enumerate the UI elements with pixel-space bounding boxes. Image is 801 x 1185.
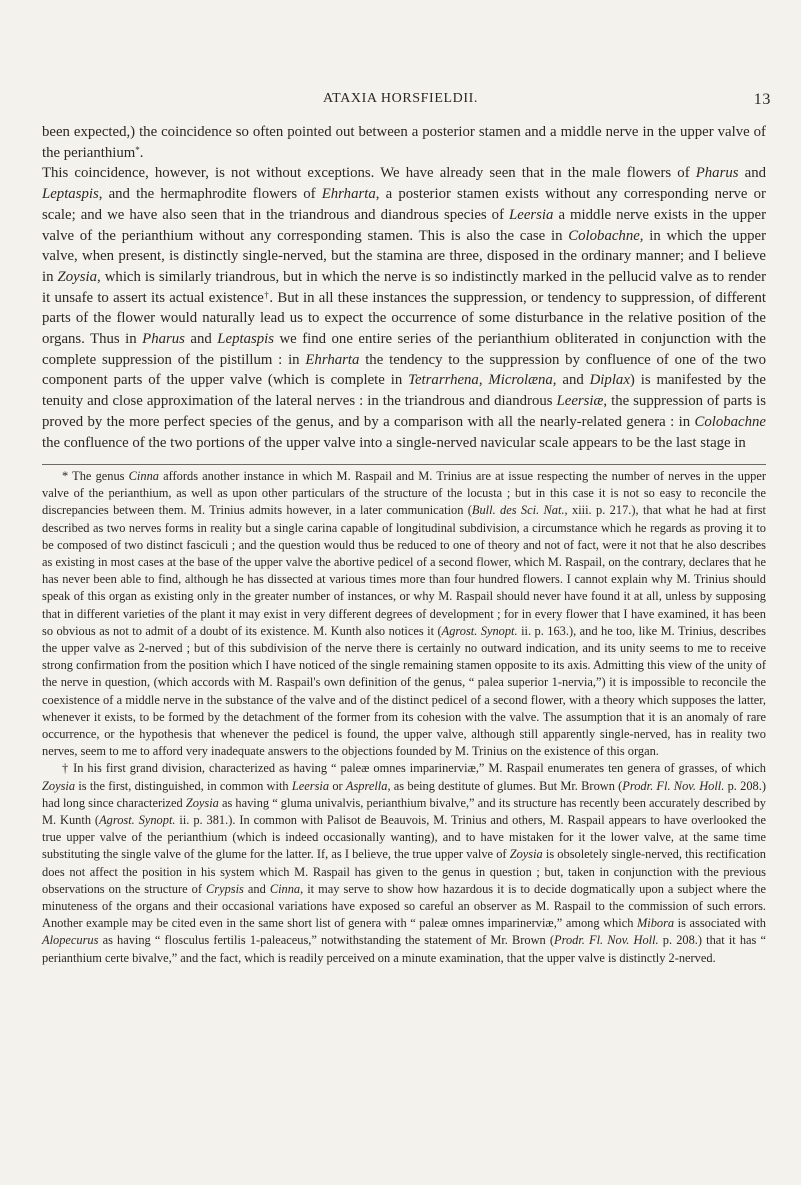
italic-text: Prodr. Fl. Nov. Holl. (554, 933, 659, 948)
text-run: affords another instance in which M. Raspail and M. Trinius are at issue respecting the number of nerves in the upper valve of the perianthium, as well as upon other particulars of the structure of the locusta ; but in this case it is not so easy to reconcile the discrepancies between them. M. Trinius admits however, in a later communication ( (42, 469, 766, 518)
italic-text: Tetrarrhena (408, 372, 479, 389)
text-run: as having “ gluma univalvis, perianthium bivalve,” and its structure has recently been accurately described by M. Kunth ( (42, 795, 766, 828)
italic-text: Zoysia (57, 268, 98, 285)
text-run: , xiii. p. 217.), that what he had at first described as two nerves forms in reality but a single carina capable of longitudinal subdivision, a circumstance which he regards as proving it to be composed of two distinct fasciculi ; and the question would thus be reduced to one of theory and not of fact, were it not that he also describes as existing in most cases at the base of the upper valve the abortive pedicel of a second flower, which M. Raspail, on the contrary, declares that he has never been able to find, although he has dissected at various times more than four hundred flowers. I cannot explain why M. Trinius should speak of this organ as existing only in the greater number of instances, or why M. Raspail should never have found it at all, unless by supposing that in different varieties of the plant it may exist in very different degrees of development ; for in every flower that I have examined, it has been so obvious as not to admit of a doubt of its existence. M. Kunth also notices it ( (42, 503, 766, 638)
text-run: ) is manifested by the tenuity and close approximation of the lateral nerves : in the triandrous and diandrous (42, 372, 766, 410)
italic-text: Zoysia (185, 795, 219, 810)
text-run: , and (552, 372, 590, 389)
italic-text: Leersia (291, 778, 330, 793)
text-run: , (478, 372, 489, 389)
text-run: a middle nerve exists in the upper valve of the perianthium without any corresponding stamen. This is also the case in (42, 206, 766, 244)
italic-text: Alopecurus (42, 933, 99, 948)
paragraph-coincidence (42, 163, 766, 453)
text-run: , it may serve to show how hazardous it is to decide dogmatically upon a subject where the minuteness of the organs and their occasional variations have exposed so careful an observer as M. Raspail to the commission of such errors. Another example may be cited even in the same short list of genera with “ paleæ omnes imparinerviæ,” among which (42, 881, 766, 931)
text-run: * The genus (62, 469, 129, 483)
text-run: , a posterior stamen exists without any corresponding nerve or scale; and we have also seen that in the triandrous and diandrous species of (42, 186, 766, 223)
text-run: † In his first grand division, characterized as having “ paleæ omnes imparinerviæ,” M. Raspail enumerates ten genera of grasses, of which (62, 761, 766, 776)
footnotes (42, 468, 766, 967)
italic-text: Pharus (142, 331, 185, 348)
italic-text: Mibora (636, 916, 675, 931)
text-run: p. 208.) that it has “ perianthium certe bivalve,” and the fact, which is readily perceived on a minute examination, that the upper valve is distinctly 2-nerved. (42, 933, 766, 965)
footnote-reference: * (135, 144, 140, 155)
text-run: ii. p. 381.). In common with Palisot de Beauvois, M. Trinius and others, M. Raspail appears to have overlooked the true upper valve of the perianthium (which is indeed occasionally wanting), and to have mistaken for it the lower valve, at the same time substituting the single valve of the glume for the latter. If, as I believe, the true upper valve of (42, 813, 766, 862)
italic-text: Ehrharta (305, 351, 360, 368)
paragraph-continued (42, 122, 766, 163)
text-run: the confluence of the two portions of the upper valve into a single-nerved navicular scale appears to be the last stage in (42, 434, 746, 451)
text-run: been expected,) the coincidence so often pointed out between a posterior stamen and a middle nerve in the upper valve of the perianthium (42, 124, 766, 161)
italic-text: Asprella (345, 778, 388, 793)
text-run: ii. p. 163.), and he too, like M. Trinius, describes the upper valve as 2-nerved ; but of this subdivision of the nerve there is certainly no outward indication, and its unity seems to me to receive strong confirmation from the position which I have noticed of the single remaining stamen opposite to its axis. Admitting this view of the unity of the nerve in question, (which accords with M. Raspail's own definition of the genus, “ palea superior 1-nervia,”) it is impossible to reconcile the coexistence of a middle nerve in the substance of the valve and of the distinct pedicel of a second flower, with a theory which supposes the latter, whenever it exists, to be formed by the detachment of the former from its cohesion with the valve. The assumption that it is an anomaly of rare occurrence, or the hypothesis that whenever the pedicel is found, the upper valve, although still apparently single-nerved, has in reality two nerves, seem to me to afford very inadequate answers to the objections founded by M. Trinius on the existence of this organ. (42, 623, 767, 759)
italic-text: Pharus (695, 165, 739, 182)
italic-text: Leersia (509, 206, 554, 223)
italic-text: Zoysia (42, 778, 76, 793)
text-run: , the suppression of parts is proved by the more perfect species of the genus, and by a comparison with all the nearly-related genera : in (42, 393, 766, 430)
page-number: 13 (753, 91, 771, 108)
footnote-reference: † (263, 289, 270, 300)
text-run: is the first, distinguished, in common with (75, 778, 292, 793)
italic-text: Bull. des Sci. Nat. (471, 503, 565, 518)
text-run: This coincidence, however, is not without exceptions. We have already seen that in the male flowers of (42, 165, 696, 182)
running-title: ATAXIA HORSFIELDII. (323, 91, 478, 106)
italic-text: Leptaspis (42, 186, 99, 203)
text-run: or (329, 778, 346, 793)
italic-text: Colobachne (694, 413, 766, 430)
italic-text: Agrost. Synopt. (441, 623, 518, 638)
italic-text: Crypsis (205, 881, 244, 896)
text-run: and (184, 331, 218, 348)
text-run: the tendency to the suppression by confluence of one of the two component parts of the upper valve (which is complete in (42, 351, 766, 389)
main-text (42, 122, 766, 453)
text-run: . But in all these instances the suppression, or tendency to suppression, of different parts of the flower would naturally lead us to expect the occurrence of some disturbance in the relative position of the organs. Thus in (42, 289, 767, 348)
text-run: we find one entire series of the perianthium obliterated in conjunction with the complete suppression of the pistillum : in (42, 331, 766, 368)
text-run: is associated with (674, 916, 766, 931)
italic-text: Leersiæ (556, 393, 604, 410)
text-run: , and the hermaphrodite flowers of (98, 186, 322, 203)
italic-text: Prodr. Fl. Nov. Holl. (622, 778, 725, 793)
italic-text: Colobachne (568, 227, 640, 244)
text-run: is obsoletely single-nerved, this rectification does not affect the position in his system which M. Raspail has given to the genus in question ; but, taken in conjunction with the previous observations on the structure of (42, 847, 766, 896)
text-run: , in which the upper valve, when present, is distinctly single-nerved, but the stamina are three, disposed in the ordinary manner; and I believe in (42, 227, 766, 285)
text-run: , which is similarly triandrous, but in which the nerve is so indistinctly marked in the pellucid valve as to render it unsafe to assert its actual existence (42, 268, 766, 306)
running-header (0, 91, 801, 111)
italic-text: Diplax (589, 372, 630, 389)
italic-text: Ehrharta (321, 186, 376, 203)
text-run: . (139, 144, 144, 161)
italic-text: Cinna (269, 881, 301, 896)
text-run: p. 208.) had long since characterized (42, 778, 766, 810)
italic-text: Microlæna (488, 372, 553, 389)
text-run: and (243, 881, 270, 896)
text-run: and (738, 165, 766, 182)
text-run: as having “ flosculus fertilis 1-paleaceus,” notwithstanding the statement of Mr. Brown ( (98, 933, 555, 948)
italic-text: Cinna (128, 469, 159, 483)
text-run: , as being destitute of glumes. But Mr. Brown ( (387, 778, 623, 793)
italic-text: Leptaspis (217, 331, 274, 348)
italic-text: Zoysia (509, 847, 543, 862)
italic-text: Agrost. Synopt. (99, 813, 176, 828)
footnote-divider (42, 464, 766, 465)
footnote-dagger (42, 760, 766, 966)
footnote-asterisk (42, 468, 766, 760)
